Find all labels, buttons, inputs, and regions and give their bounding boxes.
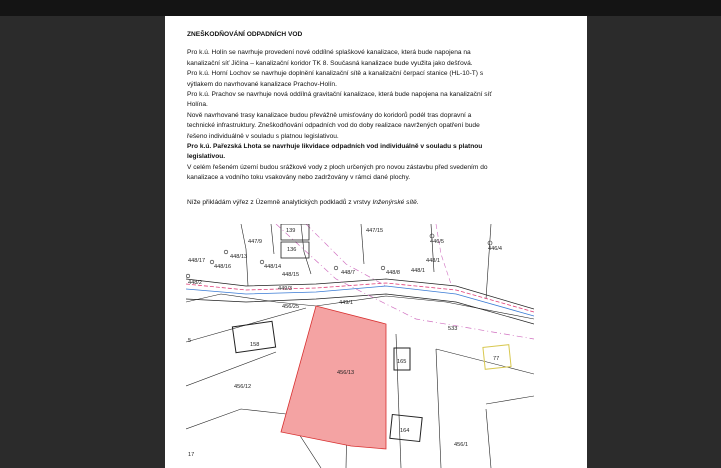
- caption-text: Níže přikládám výřez z Územně analytických podkladů z vrstvy: [187, 198, 373, 206]
- paragraph-block: [187, 48, 563, 183]
- parcel-label: 158: [250, 342, 260, 348]
- document-page: [165, 16, 587, 468]
- paragraph-line: kanalizace a vodního toku vsakovány nebo zadržovány v rámci dané plochy.: [187, 174, 411, 182]
- paragraph-line: Holína.: [187, 101, 208, 109]
- paragraph-line: technické infrastruktury. Zneškodňování odpadních vod do doby realizace navržených opatření bude: [187, 122, 480, 130]
- parcel-label: 448/16: [214, 264, 232, 270]
- parcel-label: 448/8: [386, 270, 400, 276]
- caption-layer-name: Inženýrské sítě: [372, 198, 417, 206]
- viewer-top-bar: [0, 0, 721, 16]
- paragraph-line: výtlakem do navrhované kanalizace Prachov-Holín.: [187, 80, 337, 88]
- paragraph-line: legislativou.: [187, 153, 226, 161]
- parcel-label: 77: [493, 356, 500, 362]
- map-caption: [187, 198, 563, 208]
- parcel-label: 164: [400, 428, 410, 434]
- parcel-label: 533: [448, 326, 458, 332]
- paragraph-line: V celém řešeném území budou srážkové vody z ploch určených pro novou zástavbu před svedením do: [187, 163, 488, 171]
- parcel-label: 448/7: [341, 270, 355, 276]
- parcel-label: 456/1: [454, 442, 468, 448]
- paragraph-line: Pro k.ú. Holín se navrhuje provedení nové oddílné splaškové kanalizace, která bude napojena na: [187, 49, 471, 57]
- parcel-label: 136: [287, 247, 297, 253]
- parcel-label: 448/13: [230, 254, 248, 260]
- paragraph-line: řešeno individuálně v souladu s platnou legislativou.: [187, 132, 339, 140]
- parcel-label: 448/2: [188, 280, 202, 286]
- parcel-label: 456/13: [337, 370, 355, 376]
- parcel-label: 456/25: [282, 304, 300, 310]
- paragraph-line: Pro k.ú. Pařezská Lhota se navrhuje likvidace odpadních vod individuálně v souladu s platnou: [187, 143, 483, 151]
- paragraph-line: Pro k.ú. Prachov se navrhuje nová oddílná gravitační kanalizace, která bude napojena na kanalizační síť: [187, 91, 492, 99]
- parcel-label: 165: [397, 359, 407, 365]
- parcel-label: 448/1: [411, 268, 425, 274]
- cadastral-map: [186, 224, 534, 468]
- parcel-label: 446/4: [488, 246, 502, 252]
- paragraph-line: Nově navrhované trasy kanalizace budou převážně umisťovány do koridorů podél tras dopravní a: [187, 111, 472, 119]
- page-content: [187, 30, 563, 208]
- parcel-label: 448/15: [282, 272, 300, 278]
- parcel-label: 448/17: [188, 258, 206, 264]
- parcel-label: 447/15: [366, 228, 384, 234]
- paragraph-line: kanalizační síť Jičína – kanalizační koridor TK 8. Současná kanalizace bude využita jako dešťová.: [187, 59, 473, 67]
- parcel-label: 449/1: [339, 300, 353, 306]
- caption-end: .: [416, 198, 419, 206]
- parcel-label: 448/14: [264, 264, 282, 270]
- parcel-label: 448/1: [426, 258, 440, 264]
- parcel-label: 456/12: [234, 384, 252, 390]
- parcel-label: 446/5: [430, 239, 444, 245]
- parcel-label: 449/3: [278, 286, 292, 292]
- parcel-label: 139: [286, 228, 296, 234]
- parcel-label: 5: [188, 338, 192, 344]
- parcel-label: 17: [188, 452, 195, 458]
- section-heading: ZNEŠKODŇOVÁNÍ ODPADNÍCH VOD: [187, 31, 303, 38]
- paragraph-line: Pro k.ú. Horní Lochov se navrhuje doplnění kanalizační sítě a kanalizační čerpací stanice (HL-10-T) s: [187, 70, 484, 78]
- parcel-label: 447/9: [248, 239, 262, 245]
